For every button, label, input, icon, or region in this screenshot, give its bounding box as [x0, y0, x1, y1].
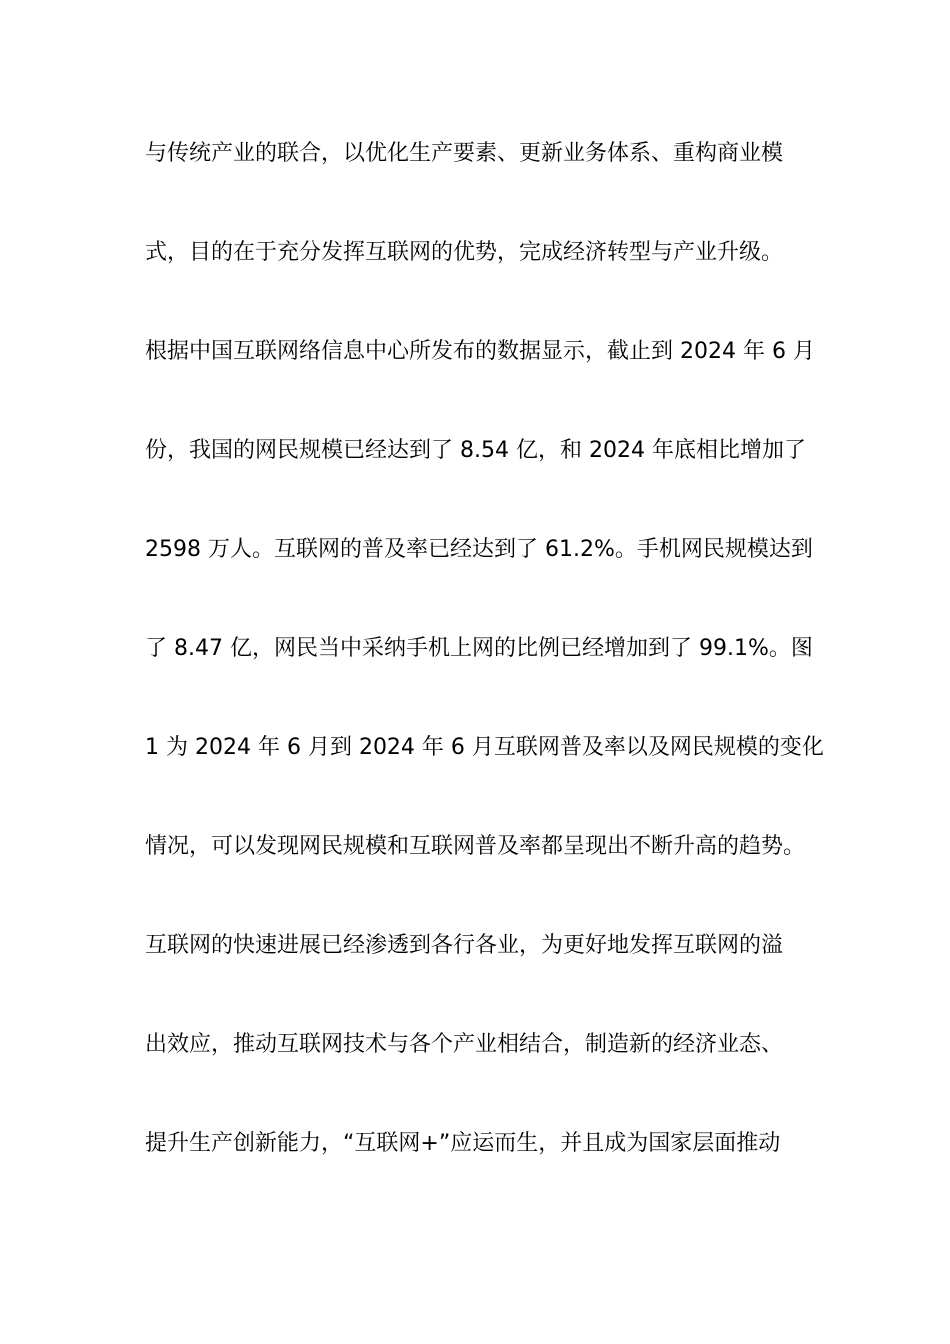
text-line: 了 8.47 亿，网民当中采纳手机上网的比例已经增加到了 99.1%。图 — [145, 636, 813, 661]
text-line: 1 为 2024 年 6 月到 2024 年 6 月互联网普及率以及网民规模的变化 — [145, 735, 824, 760]
text-line: 根据中国互联网络信息中心所发布的数据显示，截止到 2024 年 6 月 — [145, 339, 815, 364]
text-line: 2598 万人。互联网的普及率已经达到了 61.2%。手机网民规模达到 — [145, 537, 813, 562]
text-line: 互联网的快速进展已经渗透到各行各业，为更好地发挥互联网的溢 — [145, 933, 784, 958]
text-line: 情况，可以发现网民规模和互联网普及率都呈现出不断升高的趋势。 — [145, 834, 806, 859]
text-line: 份，我国的网民规模已经达到了 8.54 亿，和 2024 年底相比增加了 — [145, 438, 806, 463]
text-line: 式，目的在于充分发挥互联网的优势，完成经济转型与产业升级。 — [145, 240, 784, 265]
body-text — [145, 132, 825, 1221]
text-line: 提升生产创新能力，“互联网+”应运而生，并且成为国家层面推动 — [145, 1131, 781, 1156]
text-line: 出效应，推动互联网技术与各个产业相结合，制造新的经济业态、 — [145, 1032, 784, 1057]
text-line: 与传统产业的联合，以优化生产要素、更新业务体系、重构商业模 — [145, 141, 784, 166]
